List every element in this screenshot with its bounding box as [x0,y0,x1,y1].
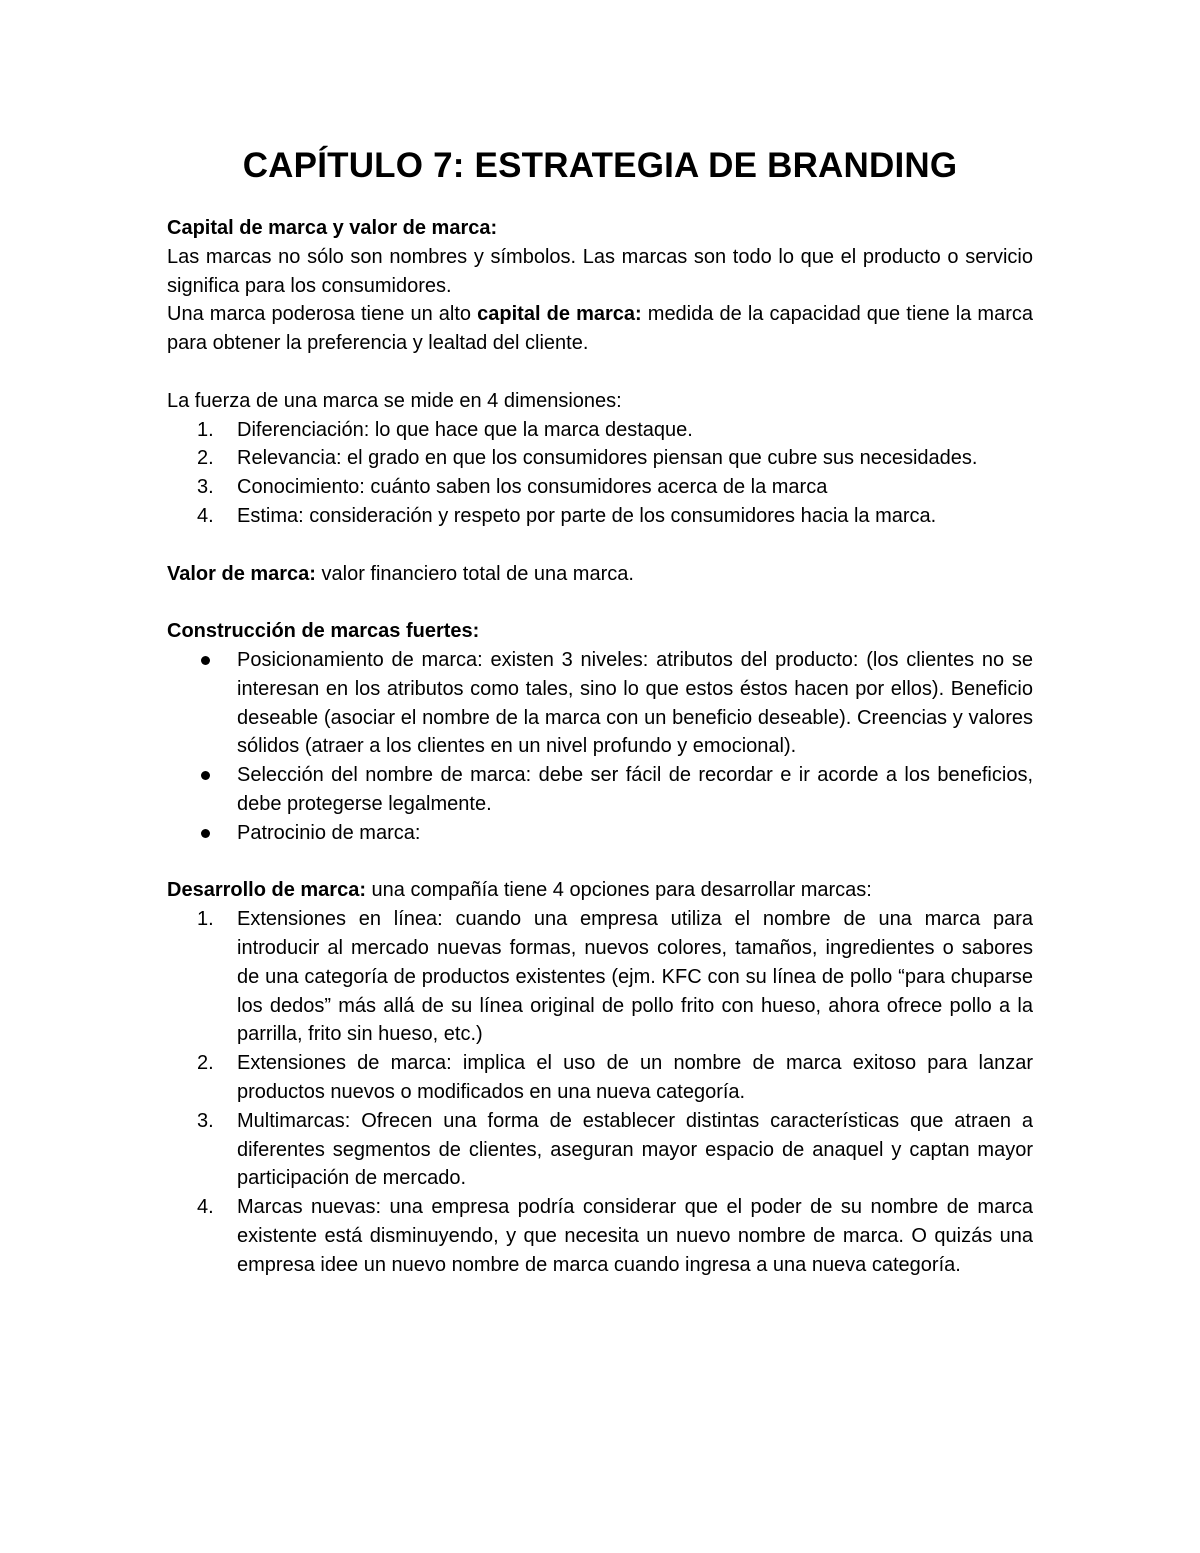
list-item: Posicionamiento de marca: existen 3 niveles: atributos del producto: (los clientes no se interesan en los atributos como tales, sino lo que estos éstos hacen por ellos). Beneficio deseable (asociar el nombre de la marca con un beneficio deseable). Creencias y valores sólidos (atraer a los clientes en un nivel profundo y emocional). [167,646,1033,761]
document-page [167,140,1033,1279]
list-item: 1. Diferenciación: lo que hace que la marca destaque. [197,418,693,441]
list-item: 1. Extensiones en línea: cuando una empresa utiliza el nombre de una marca para introducir al mercado nuevas formas, nuevos colores, tamaños, ingredientes o sabores de una categoría de productos existentes (ejm. KFC con su línea de pollo “para chuparse los dedos” más allá de su línea original de pollo frito con hueso, ahora ofrece pollo a la parrilla, frito sin hueso, etc.) [197,908,1033,1046]
bullet-icon [201,656,210,665]
list-item: 4. Estima: consideración y respeto por parte de los consumidores hacia la marca. [197,504,937,527]
blank-line [167,531,1033,560]
blank-line [167,358,1033,387]
list-item: 2. Relevancia: el grado en que los consumidores piensan que cubre sus necesidades. [197,447,978,470]
construccion-list [167,646,1033,848]
blank-line [167,848,1033,877]
list-item: 3. Conocimiento: cuánto saben los consumidores acerca de la marca [197,476,828,499]
list-item: Selección del nombre de marca: debe ser fácil de recordar e ir acorde a los beneficios, debe protegerse legalmente. [167,761,1033,819]
bullet-icon [201,829,210,838]
page-title: CAPÍTULO 7: ESTRATEGIA DE BRANDING [242,146,958,185]
list-item: 4. Marcas nuevas: una empresa podría considerar que el poder de su nombre de marca existente está disminuyendo, y que necesita un nuevo nombre de marca. O quizás una empresa idee un nuevo nombre de marca cuando ingresa a una nueva categoría. [197,1196,1033,1276]
section-heading-capital: Capital de marca y valor de marca: [167,217,498,239]
list-item: 3. Multimarcas: Ofrecen una forma de establecer distintas características que atraen a diferentes segmentos de clientes, aseguran mayor espacio de anaquel y captan mayor participación de mercado. [197,1109,1033,1190]
paragraph-valor-de-marca: Valor de marca: valor financiero total de una marca. [167,562,634,585]
paragraph-marcas: Las marcas no sólo son nombres y símbolos. Las marcas son todo lo que el producto o servicio significa para los consumidores. [167,245,1033,297]
paragraph-capital-de-marca: Una marca poderosa tiene un alto capital de marca: medida de la capacidad que tiene la marca para obtener la preferencia y lealtad del cliente. [167,303,1033,355]
list-item: Patrocinio de marca: [167,819,1033,848]
section-heading-construccion: Construcción de marcas fuertes: [167,620,480,643]
bullet-icon [201,771,210,780]
desarrollo-list [167,905,1033,1279]
list-item: 2. Extensiones de marca: implica el uso de un nombre de marca exitoso para lanzar productos nuevos o modificados en una nueva categoría. [197,1052,1033,1103]
paragraph-desarrollo-de-marca: Desarrollo de marca: una compañía tiene 4 opciones para desarrollar marcas: [167,879,872,902]
dimensions-intro: La fuerza de una marca se mide en 4 dimensiones: [167,389,622,412]
dimensions-list [167,416,1033,531]
blank-line [167,588,1033,617]
